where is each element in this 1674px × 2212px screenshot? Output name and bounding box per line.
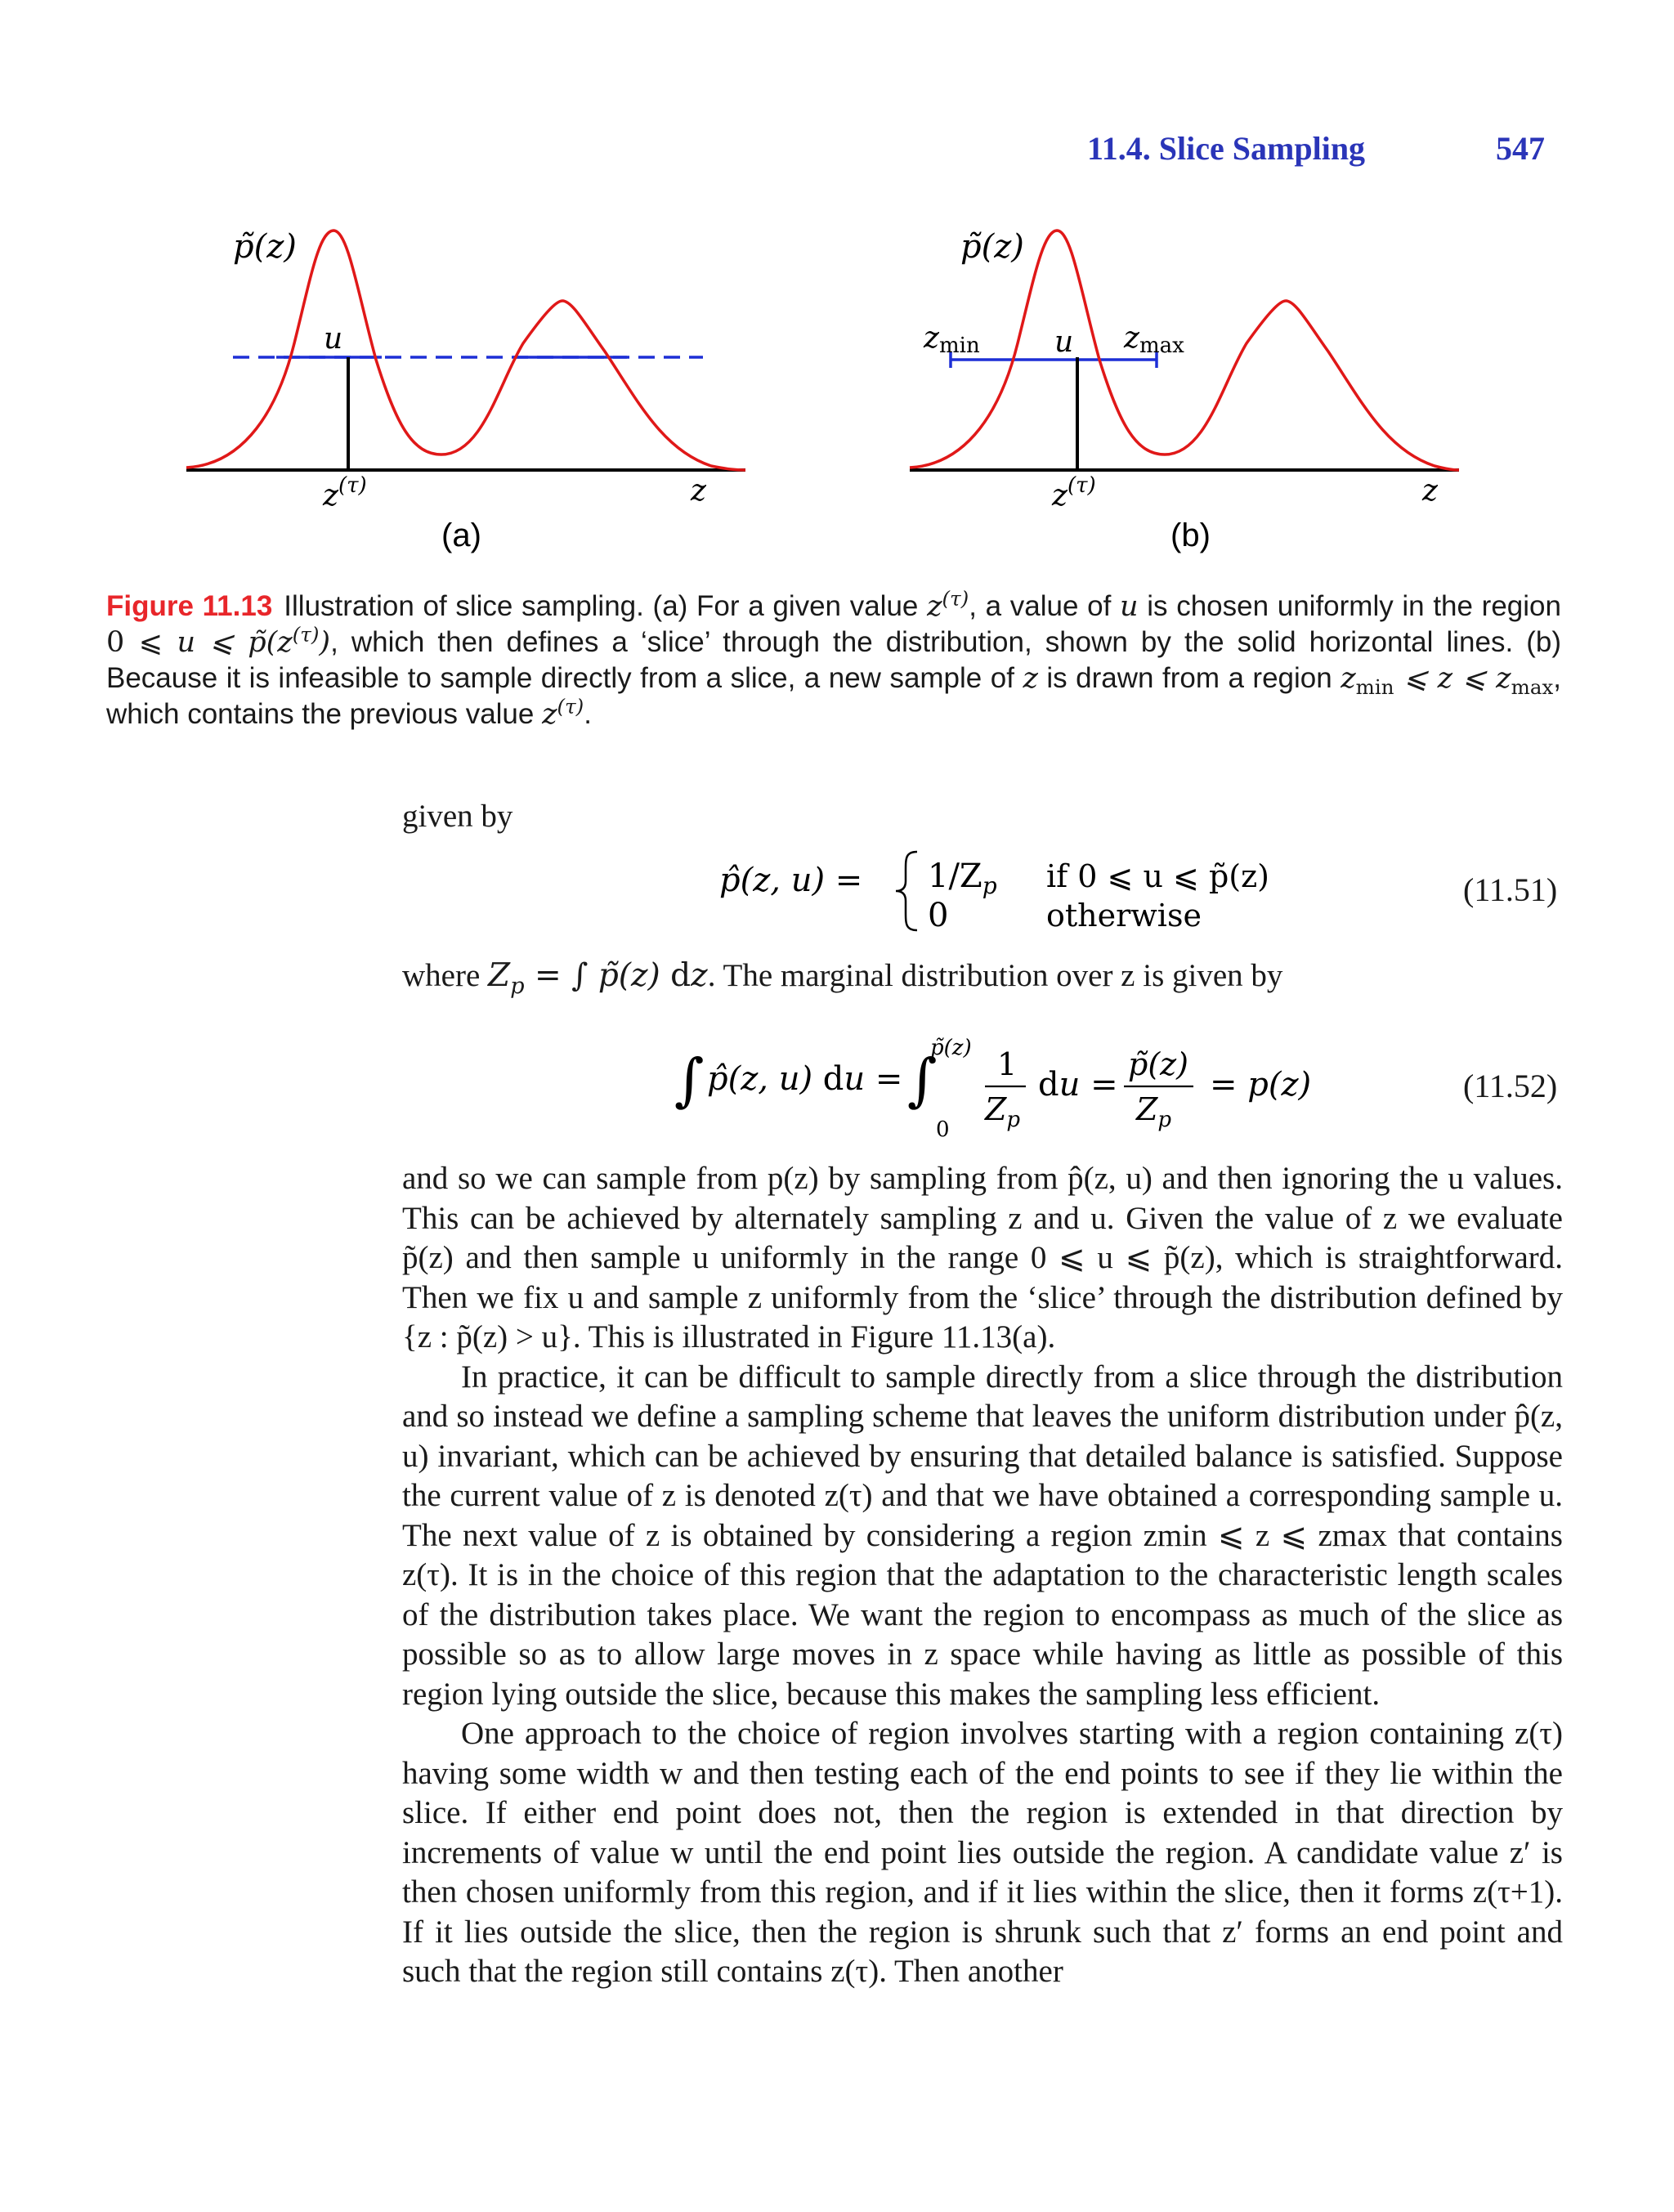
svg-text:p̂(z, u) =: p̂(z, u) = — [719, 862, 863, 899]
svg-text:p̃(z): p̃(z) — [930, 1036, 972, 1060]
caption-text-2: , a value of — [969, 590, 1112, 622]
caption-text-7: . — [584, 698, 592, 730]
paragraph-1: and so we can sample from p(z) by sampling from p̂(z, u) and then ignoring the u values. This can be achieved by alternately sampling z and u. Given the value of z we evaluate p̃(z) and then sample u uniformly in the range 0 ⩽ u ⩽ p̃(z), which is straightforward. Then we fix u and sample z uniformly from the ‘slice’ through the distribution defined by {z : p̃(z) > u}. This is illustrated in Figure 11.13(a). — [402, 1161, 1563, 1355]
eq1-case1-cond: if 0 ⩽ u ⩽ p̃(z) — [1046, 858, 1269, 894]
section-title: 11.4. Slice Sampling — [1087, 130, 1366, 167]
equation-number-11-51: (11.51) — [1463, 871, 1558, 908]
panel-b — [910, 228, 1459, 553]
panel-a — [186, 228, 745, 553]
where-text: where — [402, 958, 481, 993]
svg-text:= p(z): = p(z) — [1210, 1066, 1312, 1104]
svg-text:0: 0 — [936, 1117, 950, 1142]
equation-11-51 — [703, 834, 1275, 932]
caption-text-3: is chosen uniformly in the region — [1147, 590, 1561, 622]
marginal-text: . The marginal distribution over z is given by — [707, 958, 1283, 993]
u-label-a: u — [324, 322, 343, 356]
svg-text:∫: ∫ — [907, 1046, 938, 1113]
density-curve-b — [910, 231, 1459, 470]
ptilde-label-a: p̃(z) — [233, 228, 297, 266]
svg-text:1: 1 — [997, 1046, 1018, 1082]
ztau-label-b: $z^{(\tau)}$ — [1052, 473, 1096, 513]
panel-a-label: (a) — [441, 517, 481, 553]
panel-b-label: (b) — [1170, 517, 1211, 553]
paragraph-3: One approach to the choice of region involves starting with a region containing z(τ) having some width w and then testing each of the end points to see if they lie within the slice. If either end point does not, then the region is extended in that direction by increments of value w until the end point lies outside the region. A candidate value z′ is then chosen uniformly from this region, and if it lies within the slice, then it forms z(τ+1). If it lies outside the slice, then the region is shrunk such that z′ forms an end point and such that the region still contains z(τ). Then another — [402, 1716, 1563, 1989]
equation-11-52 — [670, 1026, 1373, 1149]
equation-number-11-52: (11.52) — [1463, 1068, 1558, 1104]
eq1-case2-value: 0 — [928, 897, 949, 932]
z-label-a: z — [691, 474, 706, 508]
svg-text:p̂(z, u) du =: p̂(z, u) du = — [707, 1060, 903, 1098]
z-label-b: z — [1422, 474, 1438, 508]
svg-text:Zp: $Z_p$ — [985, 1091, 1021, 1132]
given-by: given by — [402, 799, 513, 834]
u-label-b: u — [1054, 325, 1074, 359]
figure-number: Figure 11.13 — [106, 590, 273, 622]
caption-text-6: , which contains the previous value — [106, 662, 1562, 730]
zmax-label-b: zmax — [1124, 321, 1184, 358]
figure-caption: Figure 11.13 Illustration of slice sampling. (a) For a given value $z^{(\tau)}$, a value of u is chosen uniformly in the region 0 ⩽ u ⩽ $p̃(z^{(\tau)})$, which then defines a ‘slice’ through the distribution, shown by the solid horizontal lines. (b) Because it is infeasible to sample directly from a slice, a new sample of z is drawn from a region $z_{min}$ ⩽ z ⩽ $z_{max}$, which contains the previous value $z^{(\tau)}$. — [106, 586, 1562, 731]
ptilde-label-b: p̃(z) — [960, 228, 1024, 266]
caption-text-1: Illustration of slice sampling. (a) For a given value — [284, 590, 919, 622]
svg-text:Zp: $Z_p$ — [1136, 1091, 1172, 1132]
svg-text:p̃(z): p̃(z) — [1128, 1046, 1188, 1082]
zmin-label-b: zmin — [924, 321, 980, 358]
caption-text-5: is drawn from a region — [1046, 662, 1332, 694]
paragraph-2: In practice, it can be difficult to sample directly from a slice through the distribution and so instead we define a sampling scheme that leaves the uniform distribution under p̂(z, u) invariant, which can be achieved by ensuring that detailed balance is satisfied. Suppose the current value of z is denoted z(τ) and that we have obtained a corresponding sample u. The next value of z is obtained by considering a region zmin ⩽ z ⩽ zmax that contains z(τ). It is in the choice of this region that the adaptation to the characteristic length scales of the distribution takes place. We want the region to encompass as much of the slice as possible so as to allow large moves in z space while having as little as possible of this region lying outside the slice, because this makes the sampling less efficient. — [402, 1359, 1563, 1712]
slice-sampling-figure — [0, 196, 1674, 580]
ztau-label-a: $z^{(\tau)}$ — [323, 473, 367, 513]
body-text — [402, 1159, 1563, 1992]
page-number: 547 — [1496, 130, 1545, 167]
svg-text:du =: du = — [1038, 1066, 1118, 1104]
density-curve-a — [186, 231, 745, 470]
svg-text:∫: ∫ — [674, 1046, 705, 1113]
where-line: where $Z_p$ = ∫ p̃(z) dz. The marginal distribution over z is given by — [402, 957, 1283, 999]
caption-text-4: , which then defines a ‘slice’ through the distribution, shown by the solid horizontal lines. (b) Because it is infeasible to sample directly from a slice, a new sample of — [106, 626, 1561, 694]
eq1-case2-cond: otherwise — [1046, 898, 1202, 932]
eq1-case1-value: $1/Z_p$ — [928, 857, 997, 899]
